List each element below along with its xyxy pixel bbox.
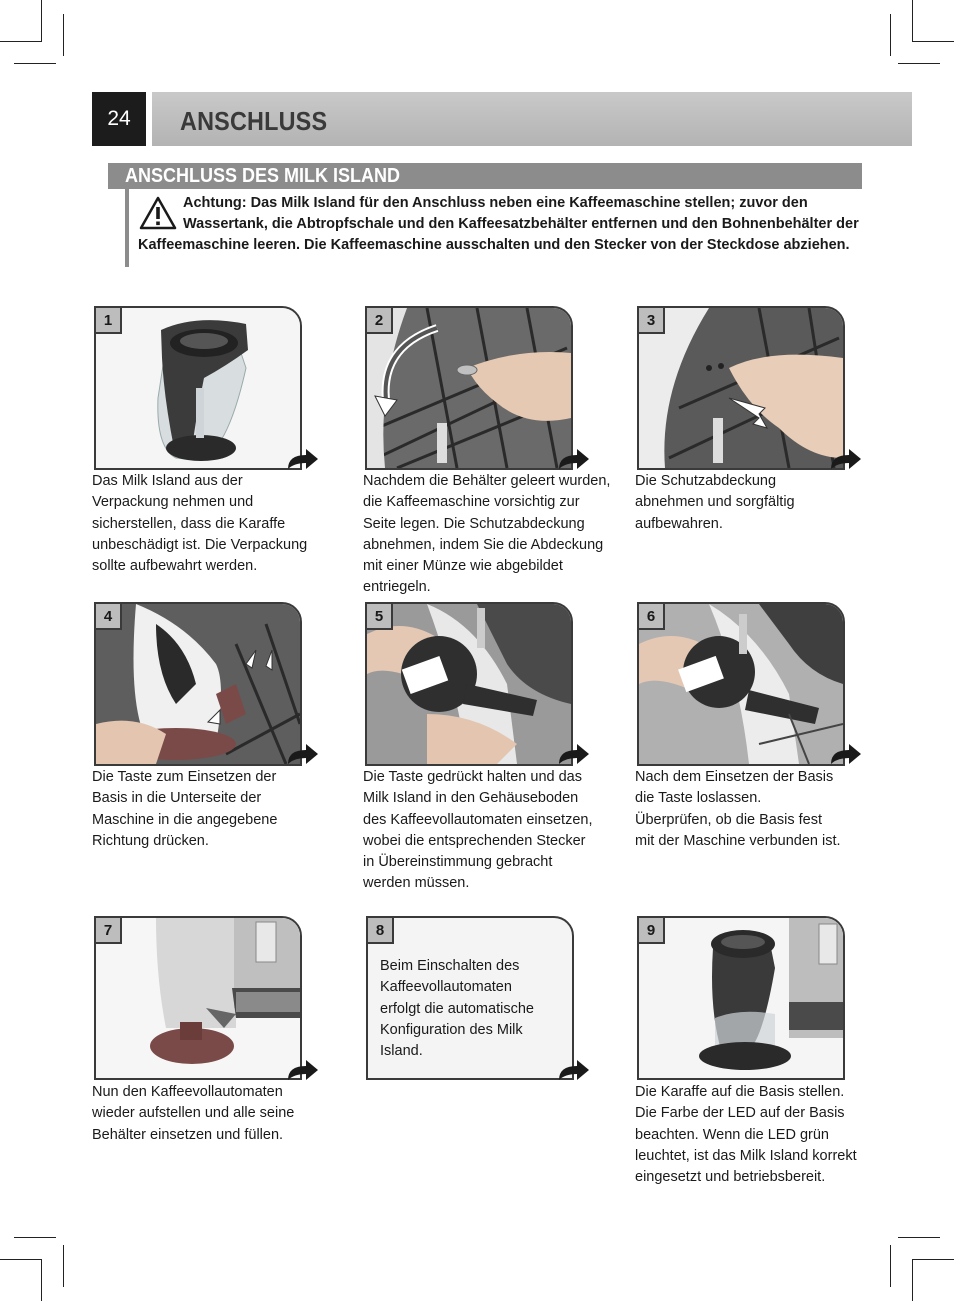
caption-line: sicherstellen, dass die Karaffe bbox=[92, 515, 286, 532]
step-number: 2 bbox=[365, 306, 393, 334]
crop-mark bbox=[912, 1259, 954, 1260]
caption-line: des Kaffeevollautomaten einsetzen, bbox=[363, 811, 593, 828]
step-4-caption bbox=[92, 767, 322, 852]
crop-mark bbox=[63, 14, 64, 56]
machine-underside-coin-illustration bbox=[367, 308, 571, 468]
caption-line: Richtung drücken. bbox=[92, 832, 209, 849]
next-step-arrow-icon bbox=[829, 742, 863, 766]
caption-line: Die Karaffe auf die Basis stellen. bbox=[635, 1084, 845, 1100]
panel-text-line: Beim Einschalten des bbox=[380, 958, 520, 974]
caption-line: abnehmen, indem Sie die Abdeckung bbox=[363, 536, 604, 553]
step-number: 7 bbox=[94, 916, 122, 944]
warning-line: Wassertank, die Abtropfschale und den Kaffeesatzbehälter entfernen und den Bohnenbehälter der bbox=[183, 216, 859, 232]
caption-line: werden müssen. bbox=[363, 875, 470, 892]
caption-line: Die Taste gedrückt halten und das bbox=[363, 769, 582, 785]
step-4-image bbox=[94, 602, 302, 766]
caption-line: Das Milk Island aus der bbox=[92, 473, 243, 489]
step-number: 3 bbox=[637, 306, 665, 334]
step-5-image bbox=[365, 602, 573, 766]
caption-line: Maschine in die angegebene bbox=[92, 811, 278, 828]
step-3-caption bbox=[635, 471, 865, 535]
panel-text-line: Island. bbox=[380, 1043, 423, 1060]
caption-line: wobei die entsprechenden Stecker bbox=[363, 832, 586, 849]
caption-line: Behälter einsetzen und füllen. bbox=[92, 1126, 284, 1143]
next-step-arrow-icon bbox=[286, 447, 320, 471]
caption-line: Die Schutzabdeckung bbox=[635, 473, 777, 489]
step-9-caption bbox=[635, 1082, 875, 1188]
next-step-arrow-icon bbox=[286, 742, 320, 766]
step-6-image bbox=[637, 602, 845, 766]
caption-line: abnehmen und sorgfältig bbox=[635, 494, 795, 511]
caption-line: Basis in die Unterseite der bbox=[92, 790, 262, 807]
step-number: 6 bbox=[637, 602, 665, 630]
step-9-image bbox=[637, 916, 845, 1080]
next-step-arrow-icon bbox=[557, 447, 591, 471]
caption-line: die Kaffeemaschine vorsichtig zur bbox=[363, 494, 580, 511]
crop-mark bbox=[14, 1237, 56, 1238]
caption-line: Die Taste zum Einsetzen der bbox=[92, 769, 277, 785]
caption-line: Nun den Kaffeevollautomaten bbox=[92, 1084, 283, 1100]
release-button-illustration bbox=[639, 604, 843, 764]
warning-text bbox=[138, 193, 868, 256]
caption-line: Nachdem die Behälter geleert wurden, bbox=[363, 473, 611, 489]
step-7-caption bbox=[92, 1082, 322, 1146]
next-step-arrow-icon bbox=[557, 742, 591, 766]
panel-text-line: Kaffeevollautomaten bbox=[380, 979, 512, 996]
crop-mark bbox=[898, 1237, 940, 1238]
step-number: 4 bbox=[94, 602, 122, 630]
step-5-caption bbox=[363, 767, 623, 895]
step-3-image bbox=[637, 306, 845, 470]
caption-line: wieder aufstellen und alle seine bbox=[92, 1105, 295, 1122]
caption-line: entriegeln. bbox=[363, 579, 431, 596]
caption-line: sollte aufbewahrt werden. bbox=[92, 558, 258, 575]
next-step-arrow-icon bbox=[557, 1058, 591, 1082]
caption-line: Milk Island in den Gehäuseboden bbox=[363, 790, 579, 807]
step-7-image bbox=[94, 916, 302, 1080]
next-step-arrow-icon bbox=[286, 1058, 320, 1082]
crop-mark bbox=[0, 41, 42, 42]
caption-line: mit einer Münze wie abgebildet bbox=[363, 558, 563, 575]
chapter-title: ANSCHLUSS bbox=[180, 106, 328, 136]
milk-island-carafe-illustration bbox=[96, 308, 300, 468]
panel-text-line: erfolgt die automatische bbox=[380, 1000, 534, 1017]
chapter-header bbox=[152, 92, 912, 146]
step-1-image bbox=[94, 306, 302, 470]
warning-bar bbox=[125, 189, 129, 267]
crop-mark bbox=[63, 1245, 64, 1287]
caption-line: in Übereinstimmung gebracht bbox=[363, 854, 553, 871]
step-2-caption bbox=[363, 471, 623, 599]
section-header bbox=[108, 163, 862, 189]
caption-line: beachten. Wenn die LED grün bbox=[635, 1126, 830, 1143]
step-2-image bbox=[365, 306, 573, 470]
crop-mark bbox=[912, 41, 954, 42]
step-number: 1 bbox=[94, 306, 122, 334]
caption-line: eingesetzt und betriebsbereit. bbox=[635, 1169, 826, 1186]
section-title: ANSCHLUSS DES MILK ISLAND bbox=[125, 165, 401, 187]
page-number: 24 bbox=[92, 92, 146, 146]
caption-line: Die Farbe der LED auf der Basis bbox=[635, 1105, 845, 1122]
step-1-caption bbox=[92, 471, 322, 577]
caption-line: Seite legen. Die Schutzabdeckung bbox=[363, 515, 585, 532]
crop-mark bbox=[890, 14, 891, 56]
remove-cover-illustration bbox=[639, 308, 843, 468]
step-number: 9 bbox=[637, 916, 665, 944]
step-number: 5 bbox=[365, 602, 393, 630]
panel-text-line: Konfiguration des Milk bbox=[380, 1021, 523, 1038]
crop-mark bbox=[14, 63, 56, 64]
step-6-caption bbox=[635, 767, 865, 852]
crop-mark bbox=[912, 1259, 913, 1301]
next-step-arrow-icon bbox=[829, 447, 863, 471]
press-button-illustration bbox=[96, 604, 300, 764]
caption-line: Verpackung nehmen und bbox=[92, 494, 254, 511]
crop-mark bbox=[0, 1259, 42, 1260]
crop-mark bbox=[898, 63, 940, 64]
caption-line: mit der Maschine verbunden ist. bbox=[635, 832, 841, 849]
machine-upright-illustration bbox=[96, 918, 300, 1078]
warning-line: Kaffeemaschine leeren. Die Kaffeemaschine ausschalten und den Stecker von der Steckdose abziehen. bbox=[138, 237, 850, 253]
warning-line: Achtung: Das Milk Island für den Anschluss neben eine Kaffeemaschine stellen; zuvor den bbox=[183, 195, 808, 211]
caption-line: Überprüfen, ob die Basis fest bbox=[635, 811, 822, 828]
caption-line: Nach dem Einsetzen der Basis bbox=[635, 769, 834, 785]
crop-mark bbox=[41, 1259, 42, 1301]
step-8-text bbox=[380, 956, 560, 1062]
caption-line: die Taste loslassen. bbox=[635, 790, 762, 807]
caption-line: aufbewahren. bbox=[635, 515, 723, 532]
caption-line: leuchtet, ist das Milk Island korrekt bbox=[635, 1147, 857, 1164]
carafe-on-base-illustration bbox=[639, 918, 843, 1078]
crop-mark bbox=[41, 0, 42, 42]
step-number: 8 bbox=[366, 916, 394, 944]
step-8-panel bbox=[366, 916, 574, 1080]
crop-mark bbox=[890, 1245, 891, 1287]
caption-line: unbeschädigt ist. Die Verpackung bbox=[92, 536, 308, 553]
insert-base-illustration bbox=[367, 604, 571, 764]
crop-mark bbox=[912, 0, 913, 42]
